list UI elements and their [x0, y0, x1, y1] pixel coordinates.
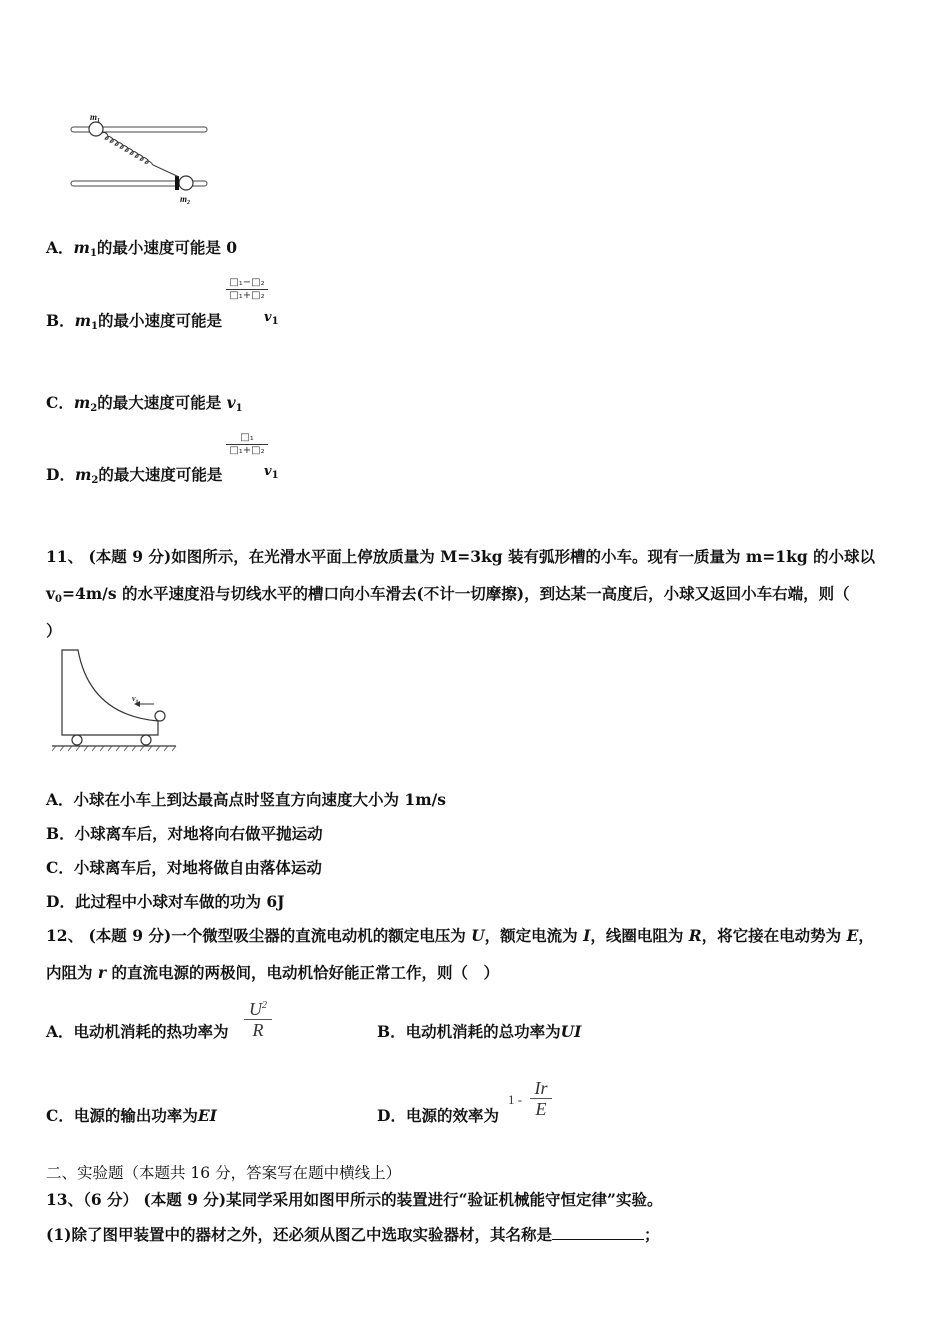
v0-label: v₀: [132, 694, 139, 703]
q10-d-v1: $v_1$: [264, 464, 279, 481]
q11-option-a: A．小球在小车上到达最高点时竖直方向速度大小为 1m/s: [46, 790, 446, 809]
q10-b-fraction: □₁−□₂ □₁+□₂: [226, 277, 268, 302]
q11-stem-line3: ）: [46, 621, 62, 640]
section-2-title: 二、实验题（本题共 16 分，答案写在题中横线上）: [46, 1164, 402, 1182]
left-wheel: [72, 735, 82, 745]
q10-d-fraction: □₁ □₁+□₂: [226, 432, 268, 457]
q11-stem-line1: 11、 (本题 9 分)如图所示，在光滑水平面上停放质量为 M=3kg 装有弧形槽的小车。现有一质量为 m=1kg 的小球以: [46, 547, 876, 566]
q12-option-a: A．电动机消耗的热功率为: [46, 1022, 229, 1041]
q10-option-d: D．$m_2$的最大速度可能是: [46, 465, 223, 486]
right-wheel: [141, 735, 151, 745]
q12-option-c: C．电源的输出功率为EI: [46, 1106, 217, 1125]
q12-d-prefix: 1 -: [508, 1092, 523, 1107]
spring-masses-figure: [66, 110, 216, 210]
q12-option-b: B．电动机消耗的总功率为UI: [377, 1022, 582, 1041]
q12-d-fraction: Ir E: [530, 1078, 552, 1119]
q13-stem: 13、（6 分） (本题 9 分)某同学采用如图甲所示的装置进行“验证机械能守恒定律”实验。: [46, 1190, 663, 1209]
q12-a-fraction: $U^2$ R: [244, 996, 272, 1040]
m2-label: $m_2$: [180, 194, 191, 206]
m1-label: $m_1$: [90, 112, 101, 124]
cart-body: [62, 650, 158, 735]
mass-2-stopper: [175, 176, 179, 190]
q12-stem-line2: 内阻为 r 的直流电源的两极间，电动机恰好能正常工作，则（ ）: [46, 963, 500, 982]
spring: [102, 132, 179, 177]
small-ball: [155, 711, 165, 721]
ground-hatching: [52, 746, 176, 751]
q10-b-v1: $v_1$: [264, 310, 279, 327]
q13-part-1: (1)除了图甲装置中的器材之外，还必须从图乙中选取实验器材，其名称是 ；: [46, 1225, 660, 1244]
cart-with-curved-track-figure: [50, 645, 180, 755]
q10-option-b: B．$m_1$的最小速度可能是: [46, 311, 222, 332]
q10-option-c: C．$m_2$的最大速度可能是 $v_1$: [46, 393, 243, 414]
q10-option-a: A．$m_1$的最小速度可能是 0: [46, 238, 238, 259]
mass-2-ball: [179, 176, 193, 190]
q12-stem-line1: 12、 (本题 9 分)一个微型吸尘器的直流电动机的额定电压为 U，额定电流为 I，线圈电阻为 R，将它接在电动势为 E，: [46, 926, 874, 945]
mass-1-ball: [89, 122, 103, 136]
q11-stem-line2: $v_0=4m/s$ 的水平速度沿与切线水平的槽口向小车滑去(不计一切摩擦)，到达某一高度后，小球又返回小车右端，则（: [46, 584, 850, 605]
q11-option-c: C．小球离车后，对地将做自由落体运动: [46, 858, 322, 877]
answer-blank[interactable]: [552, 1225, 644, 1240]
q12-option-d: D．电源的效率为: [377, 1106, 499, 1125]
q11-option-d: D．此过程中小球对车做的功为 6J: [46, 892, 285, 911]
q11-option-b: B．小球离车后，对地将向右做平抛运动: [46, 824, 323, 843]
